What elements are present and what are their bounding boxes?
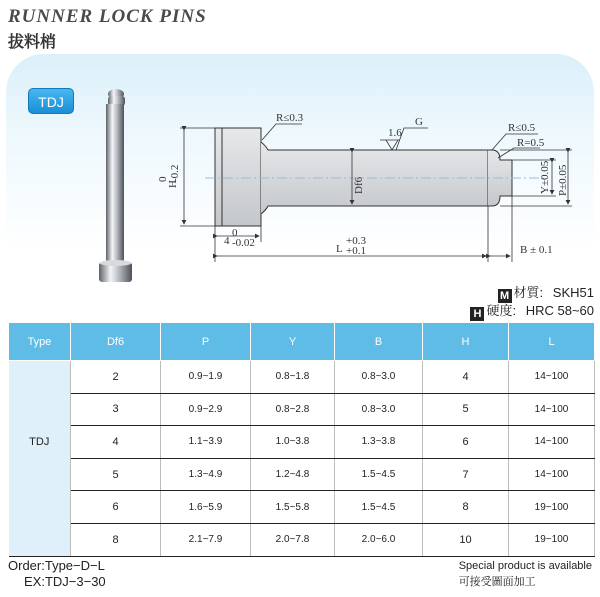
label-g: G — [415, 116, 423, 128]
cell-y: 0.8~2.8 — [251, 393, 335, 426]
page-title: RUNNER LOCK PINS — [8, 6, 207, 27]
table-row — [9, 426, 595, 459]
cell-df: 5 — [71, 458, 161, 491]
label-b: B ± 0.1 — [520, 244, 553, 256]
material-label: 材質: — [513, 285, 544, 300]
material-value: SKH51 — [552, 285, 594, 300]
cell-l: 19~100 — [509, 491, 595, 524]
pin-outline — [205, 128, 545, 226]
label-r-tip-small: R≤0.5 — [508, 122, 536, 134]
label-l-lower: +0.1 — [346, 245, 366, 257]
cell-y: 1.0~3.8 — [251, 426, 335, 459]
type-cell-spacer — [9, 491, 71, 524]
cell-h: 10 — [423, 523, 509, 556]
label-df: Df6 — [353, 176, 365, 194]
type-cell-spacer — [9, 361, 71, 394]
col-header-l: L — [509, 323, 595, 361]
label-h-lower: -0.2 — [169, 164, 181, 182]
table-row — [9, 361, 595, 394]
hardness-spec — [470, 300, 594, 321]
col-header-h: H — [423, 323, 509, 361]
cell-h: 5 — [423, 393, 509, 426]
label-four-upper: 0 — [232, 227, 238, 239]
label-h: H — [167, 180, 179, 188]
table-row — [9, 523, 595, 556]
special-note-en: Special product is available — [458, 560, 592, 572]
cell-p: 0.9~2.9 — [161, 393, 251, 426]
cell-p: 1.1~3.9 — [161, 426, 251, 459]
cell-p: 1.6~5.9 — [161, 491, 251, 524]
cell-y: 1.5~5.8 — [251, 491, 335, 524]
cell-b: 1.5~4.5 — [335, 458, 423, 491]
cell-h: 8 — [423, 491, 509, 524]
table-header-row — [9, 323, 595, 361]
hardness-label: 硬度: — [486, 303, 517, 318]
cell-b: 2.0~6.0 — [335, 523, 423, 556]
col-header-y: Y — [251, 323, 335, 361]
special-note — [459, 558, 592, 590]
cell-p: 2.1~7.9 — [161, 523, 251, 556]
table-row — [9, 491, 595, 524]
cell-b: 1.5~4.5 — [335, 491, 423, 524]
label-l: L — [336, 243, 343, 255]
cell-p: 1.3~4.9 — [161, 458, 251, 491]
cell-y: 1.2~4.8 — [251, 458, 335, 491]
order-format — [8, 558, 106, 590]
page-subtitle: 拔料梢 — [8, 32, 57, 51]
dimension-table — [8, 322, 595, 557]
type-badge: TDJ — [28, 88, 74, 114]
label-four: 4 — [224, 235, 230, 247]
material-icon: M — [498, 289, 512, 303]
label-four-lower: -0.02 — [232, 237, 255, 249]
type-cell-spacer — [9, 523, 71, 556]
table-row — [9, 458, 595, 491]
type-cell-spacer — [9, 393, 71, 426]
col-header-b: B — [335, 323, 423, 361]
label-l-upper: +0.3 — [346, 235, 366, 247]
cell-b: 0.8~3.0 — [335, 361, 423, 394]
label-y: Y±0.05 — [539, 160, 551, 194]
cell-l: 19~100 — [509, 523, 595, 556]
type-cell-spacer — [9, 458, 71, 491]
cell-p: 0.9~1.9 — [161, 361, 251, 394]
pin-illustration — [99, 89, 132, 282]
special-note-zh: 可接受圖面加工 — [458, 576, 536, 588]
cell-y: 0.8~1.8 — [251, 361, 335, 394]
cell-l: 14~100 — [509, 393, 595, 426]
cell-h: 4 — [423, 361, 509, 394]
cell-h: 7 — [423, 458, 509, 491]
cell-df: 4 — [71, 426, 161, 459]
label-p: P±0.05 — [557, 164, 569, 196]
cell-df: 2 — [71, 361, 161, 394]
cell-b: 1.3~3.8 — [335, 426, 423, 459]
label-r-tip: R=0.5 — [517, 137, 545, 149]
label-h-upper: 0 — [157, 176, 169, 182]
example-line: EX:TDJ−3−30 — [24, 574, 106, 589]
cell-l: 14~100 — [509, 458, 595, 491]
order-line: Order:Type−D−L — [8, 558, 105, 573]
cell-df: 6 — [71, 491, 161, 524]
cell-l: 14~100 — [509, 361, 595, 394]
col-header-type: Type — [9, 323, 71, 361]
cell-h: 6 — [423, 426, 509, 459]
type-cell: TDJ — [9, 426, 71, 459]
hardness-icon: H — [470, 307, 484, 321]
label-roughness: 1.6 — [388, 127, 402, 139]
hardness-value: HRC 58~60 — [525, 303, 594, 318]
label-r-head: R≤0.3 — [276, 112, 304, 124]
cell-y: 2.0~7.8 — [251, 523, 335, 556]
cell-l: 14~100 — [509, 426, 595, 459]
col-header-p: P — [161, 323, 251, 361]
cell-df: 8 — [71, 523, 161, 556]
cell-df: 3 — [71, 393, 161, 426]
col-header-df6: Df6 — [71, 323, 161, 361]
cell-b: 0.8~3.0 — [335, 393, 423, 426]
table-row — [9, 393, 595, 426]
